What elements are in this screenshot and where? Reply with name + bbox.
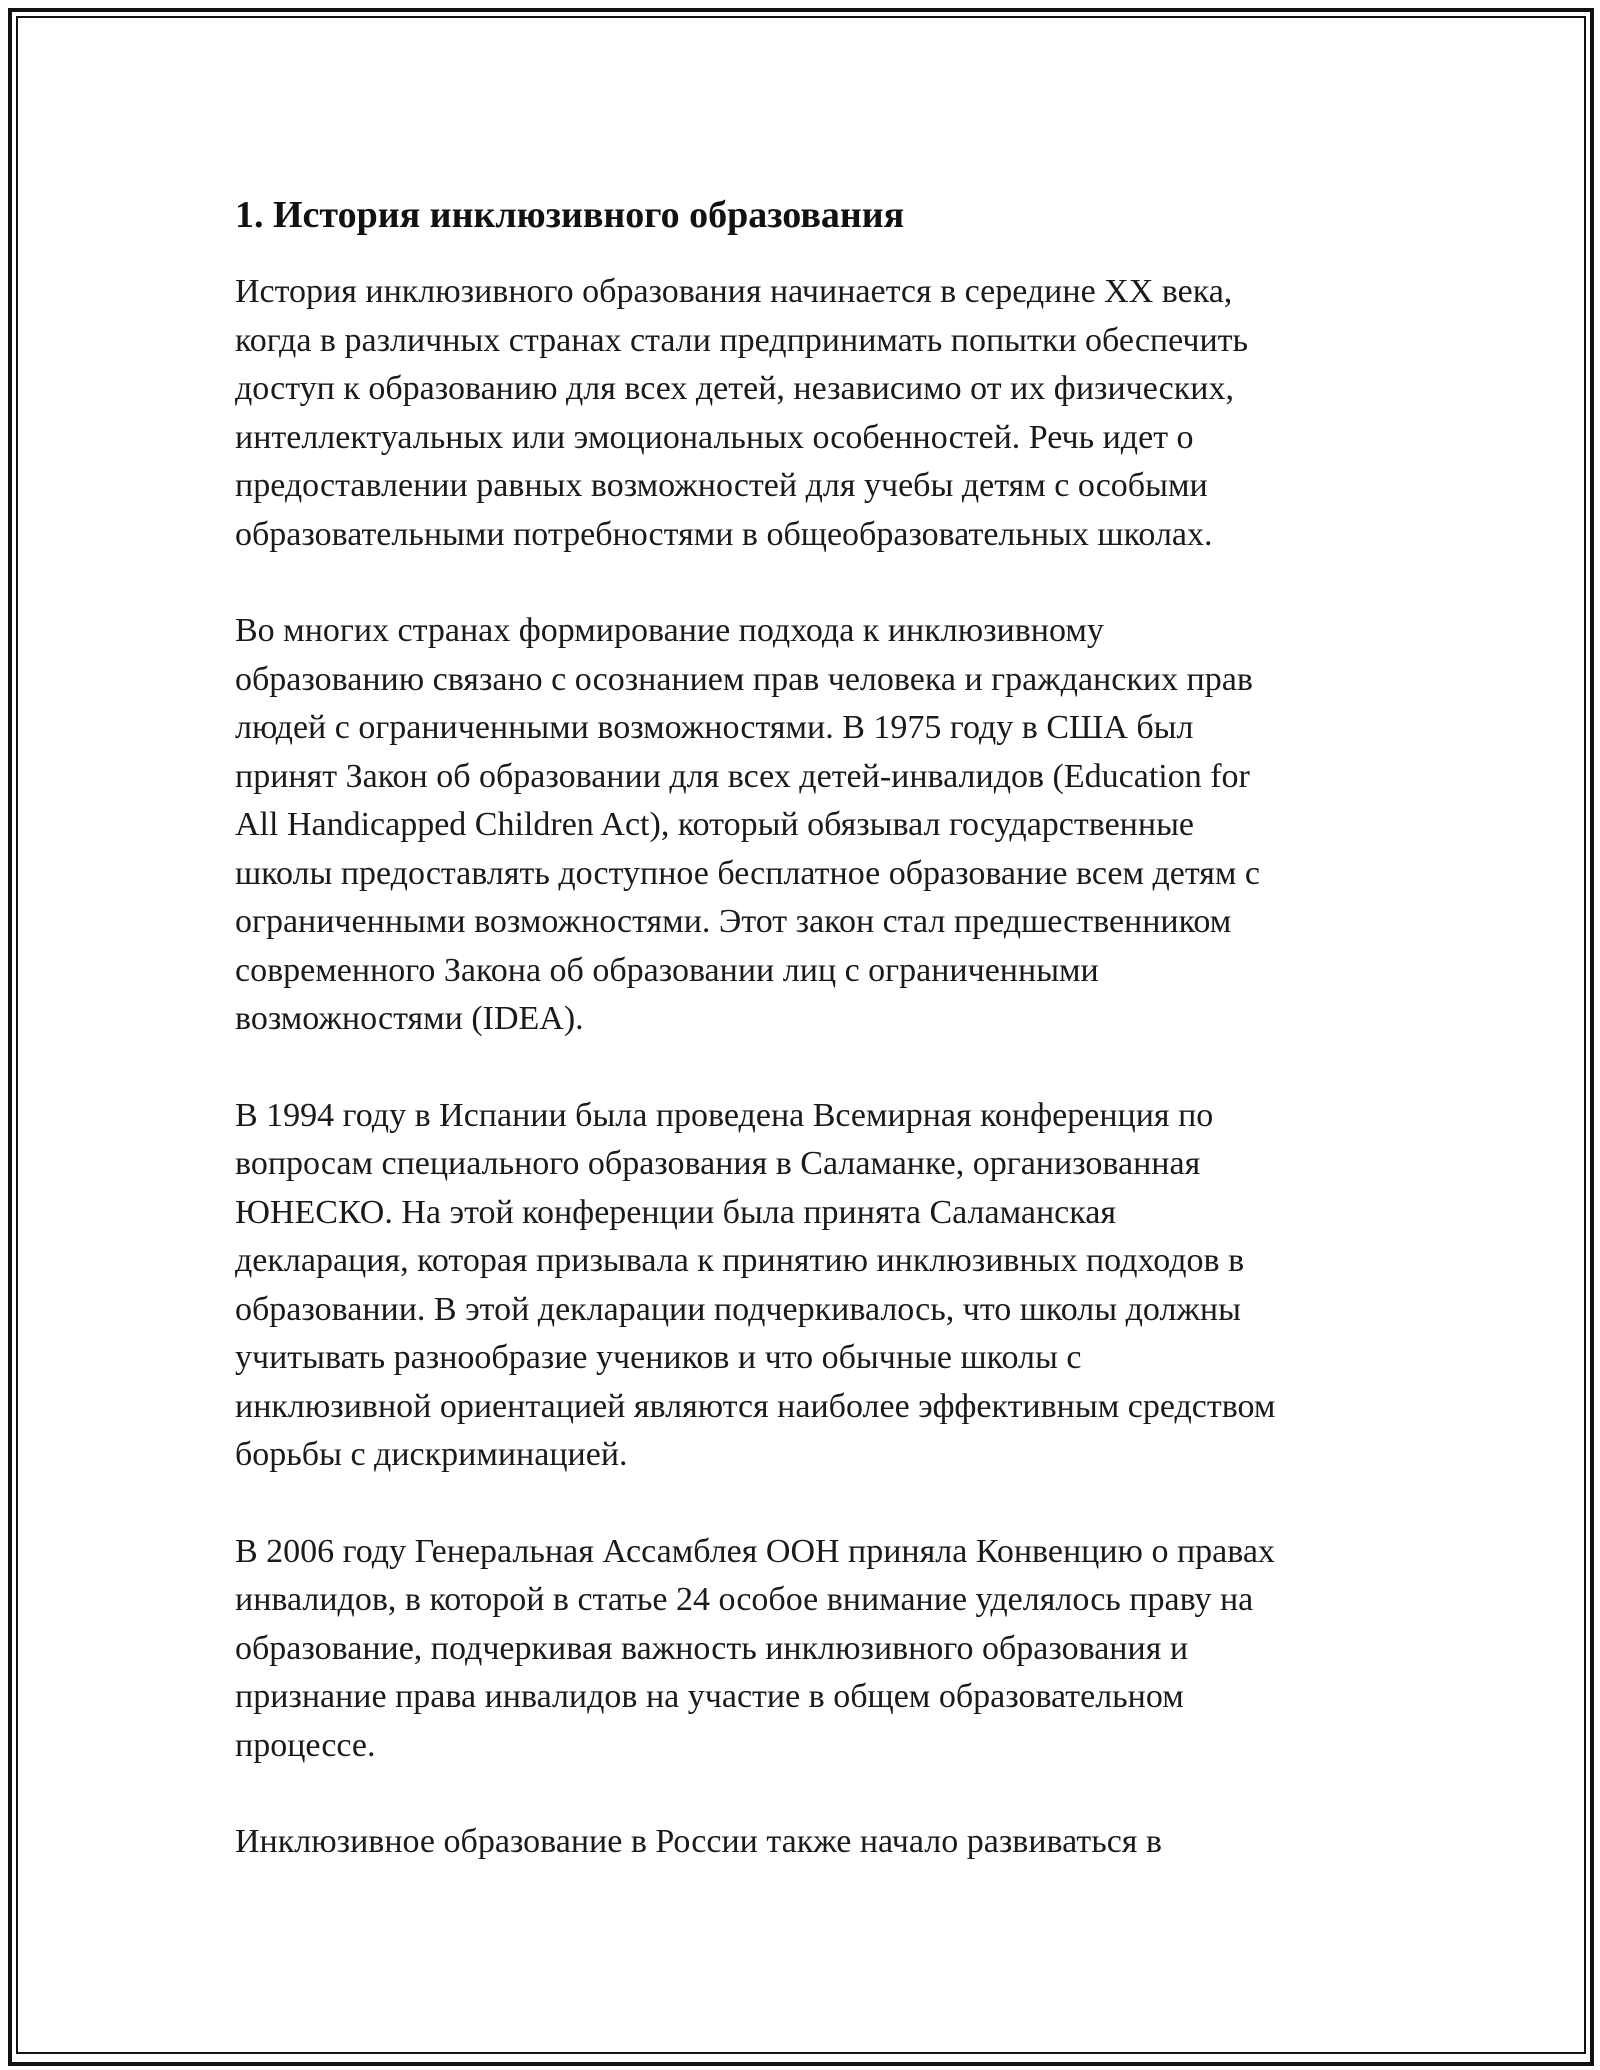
text-line: учитывать разнообразие учеников и что обычные школы с [235, 1339, 1082, 1376]
text-line: когда в различных странах стали предпринимать попытки обеспечить [235, 321, 1249, 359]
text-line: признание права инвалидов на участие в общем образовательном [235, 1678, 1184, 1715]
text-line: борьбы с дискриминацией. [235, 1436, 628, 1473]
text-line: доступ к образованию для всех детей, независимо от их физических, [235, 370, 1234, 407]
text-line: принят Закон об образовании для всех детей-инвалидов (Education for [235, 757, 1250, 795]
text-line: В 1994 году в Испании была проведена Всемирная конференция по [235, 1096, 1214, 1134]
text-line: инвалидов, в которой в статье 24 особое внимание уделялось праву на [235, 1581, 1254, 1618]
text-line: вопросам специального образования в Саламанке, организованная [235, 1145, 1201, 1182]
text-line: декларация, которая призывала к принятию инклюзивных подходов в [235, 1242, 1245, 1279]
paragraph-un-convention [235, 1528, 1390, 1771]
text-line: людей с ограниченными возможностями. В 1975 году в США был [235, 709, 1194, 746]
paragraph-origins [235, 268, 1390, 559]
text-line: интеллектуальных или эмоциональных особенностей. Речь идет о [235, 418, 1194, 456]
paragraph-salamanca [235, 1092, 1390, 1480]
text-line: ограниченными возможностями. Этот закон стал предшественником [235, 903, 1232, 940]
text-line: образовательными потребностями в общеобразовательных школах. [235, 515, 1213, 553]
section-heading: 1. История инклюзивного образования [235, 194, 905, 236]
text-line: Во многих странах формирование подхода к инклюзивному [235, 612, 1104, 649]
paragraph-usa-law [235, 607, 1390, 1044]
text-line: В 2006 году Генеральная Ассамблея ООН приняла Конвенцию о правах [235, 1532, 1275, 1570]
text-line: процессе. [235, 1726, 376, 1764]
text-line: предоставлении равных возможностей для учебы детям с особыми [235, 467, 1208, 504]
text-line: Инклюзивное образование в России также начало развиваться в [235, 1823, 1162, 1860]
text-line: ЮНЕСКО. На этой конференции была принята Саламанская [235, 1193, 1116, 1231]
text-line: All Handicapped Children Act), который обязывал государственные [235, 806, 1195, 843]
text-line: образовании. В этой декларации подчеркивалось, что школы должны [235, 1290, 1241, 1328]
document-body [235, 182, 1390, 1915]
text-line: образование, подчеркивая важность инклюзивного образования и [235, 1629, 1189, 1667]
text-line: образованию связано с осознанием прав человека и гражданских прав [235, 660, 1253, 698]
text-line: школы предоставлять доступное бесплатное образование всем детям с [235, 854, 1261, 892]
paragraph-russia [235, 1818, 1390, 1867]
text-line: возможностями (IDEA). [235, 1000, 584, 1037]
text-line: инклюзивной ориентацией являются наиболее эффективным средством [235, 1387, 1276, 1425]
text-line: современного Закона об образовании лиц с ограниченными [235, 951, 1099, 989]
text-line: История инклюзивного образования начинается в середине XX века, [235, 273, 1233, 310]
